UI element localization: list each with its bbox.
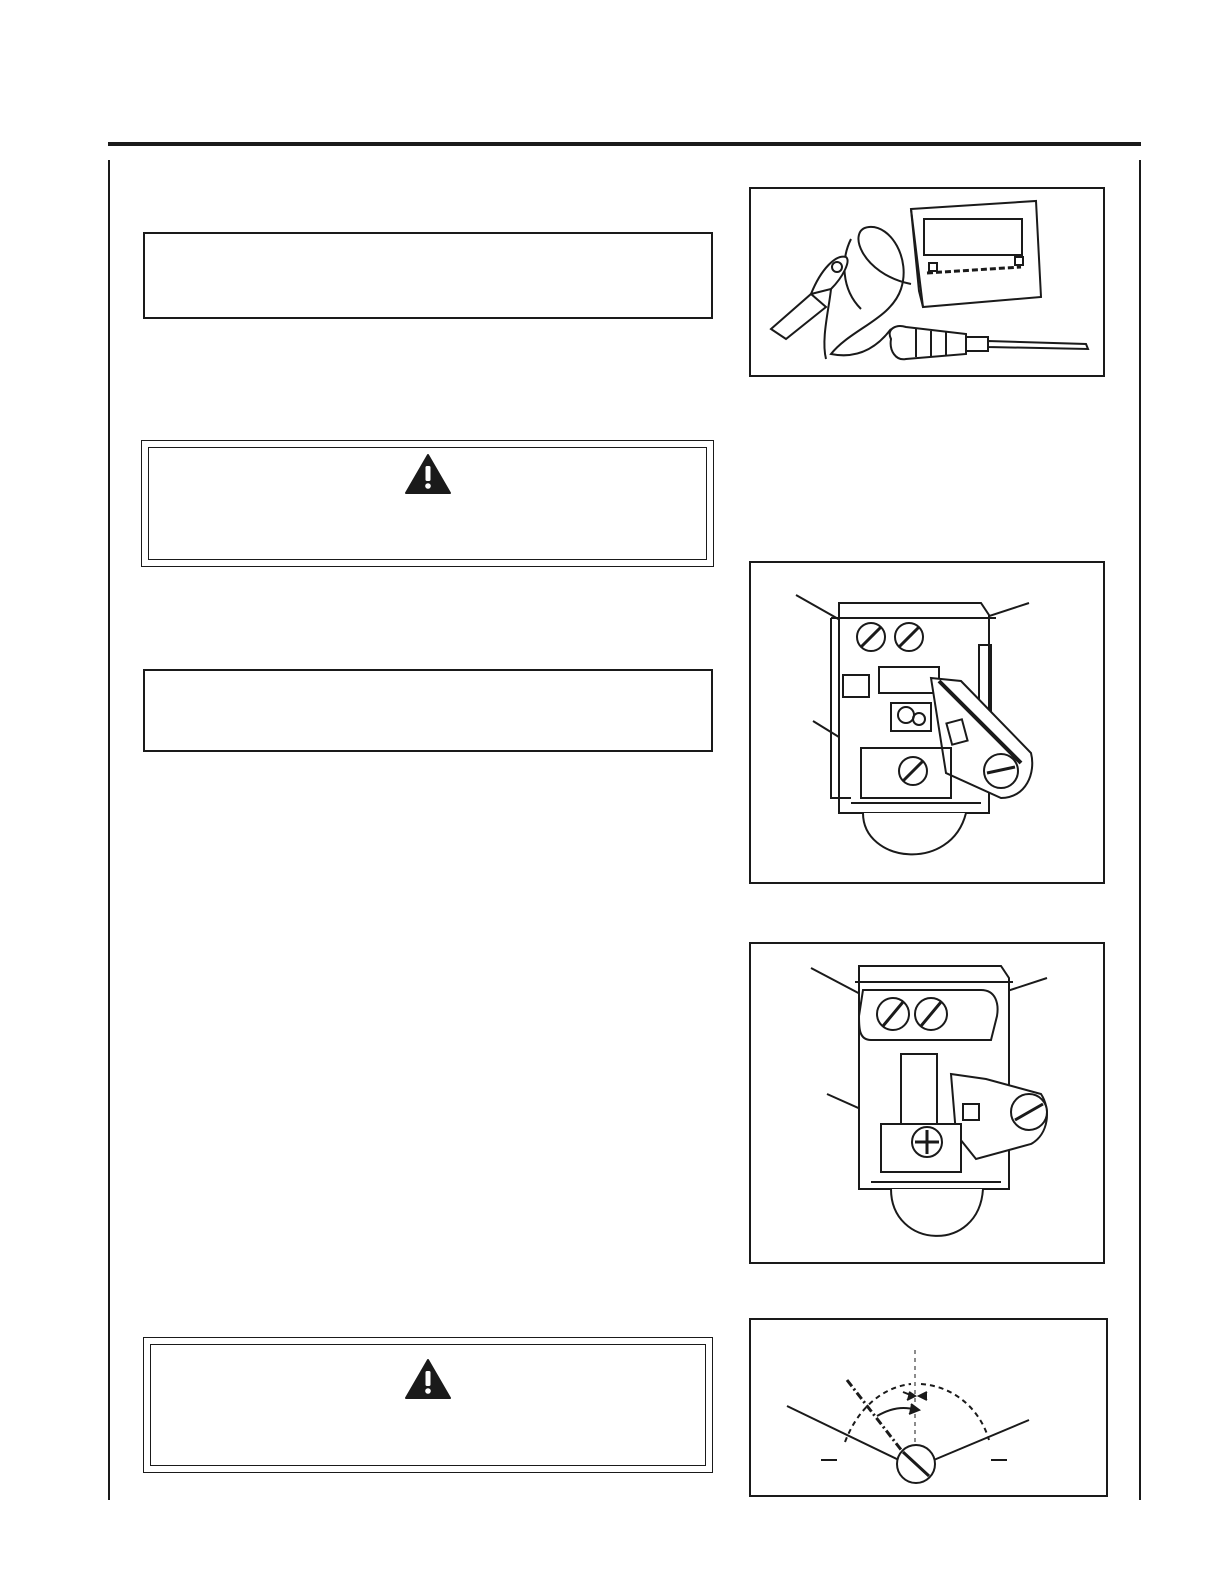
needle-turn-range-diagram	[749, 1318, 1108, 1497]
note-box-1	[143, 232, 713, 319]
note-box-2	[143, 669, 713, 752]
warning-triangle-icon	[404, 1358, 452, 1400]
warning-box-1	[141, 440, 714, 567]
right-margin-rule	[1139, 160, 1141, 1500]
carburetor-slotted-screws-illustration	[749, 561, 1105, 884]
tachometer-and-screwdriver-illustration	[749, 187, 1105, 377]
warning-triangle-icon	[404, 453, 452, 495]
carburetor-phillips-idle-screw-illustration	[749, 942, 1105, 1264]
header-rule	[108, 142, 1141, 146]
left-margin-rule	[108, 160, 110, 1500]
warning-box-2	[143, 1337, 713, 1473]
